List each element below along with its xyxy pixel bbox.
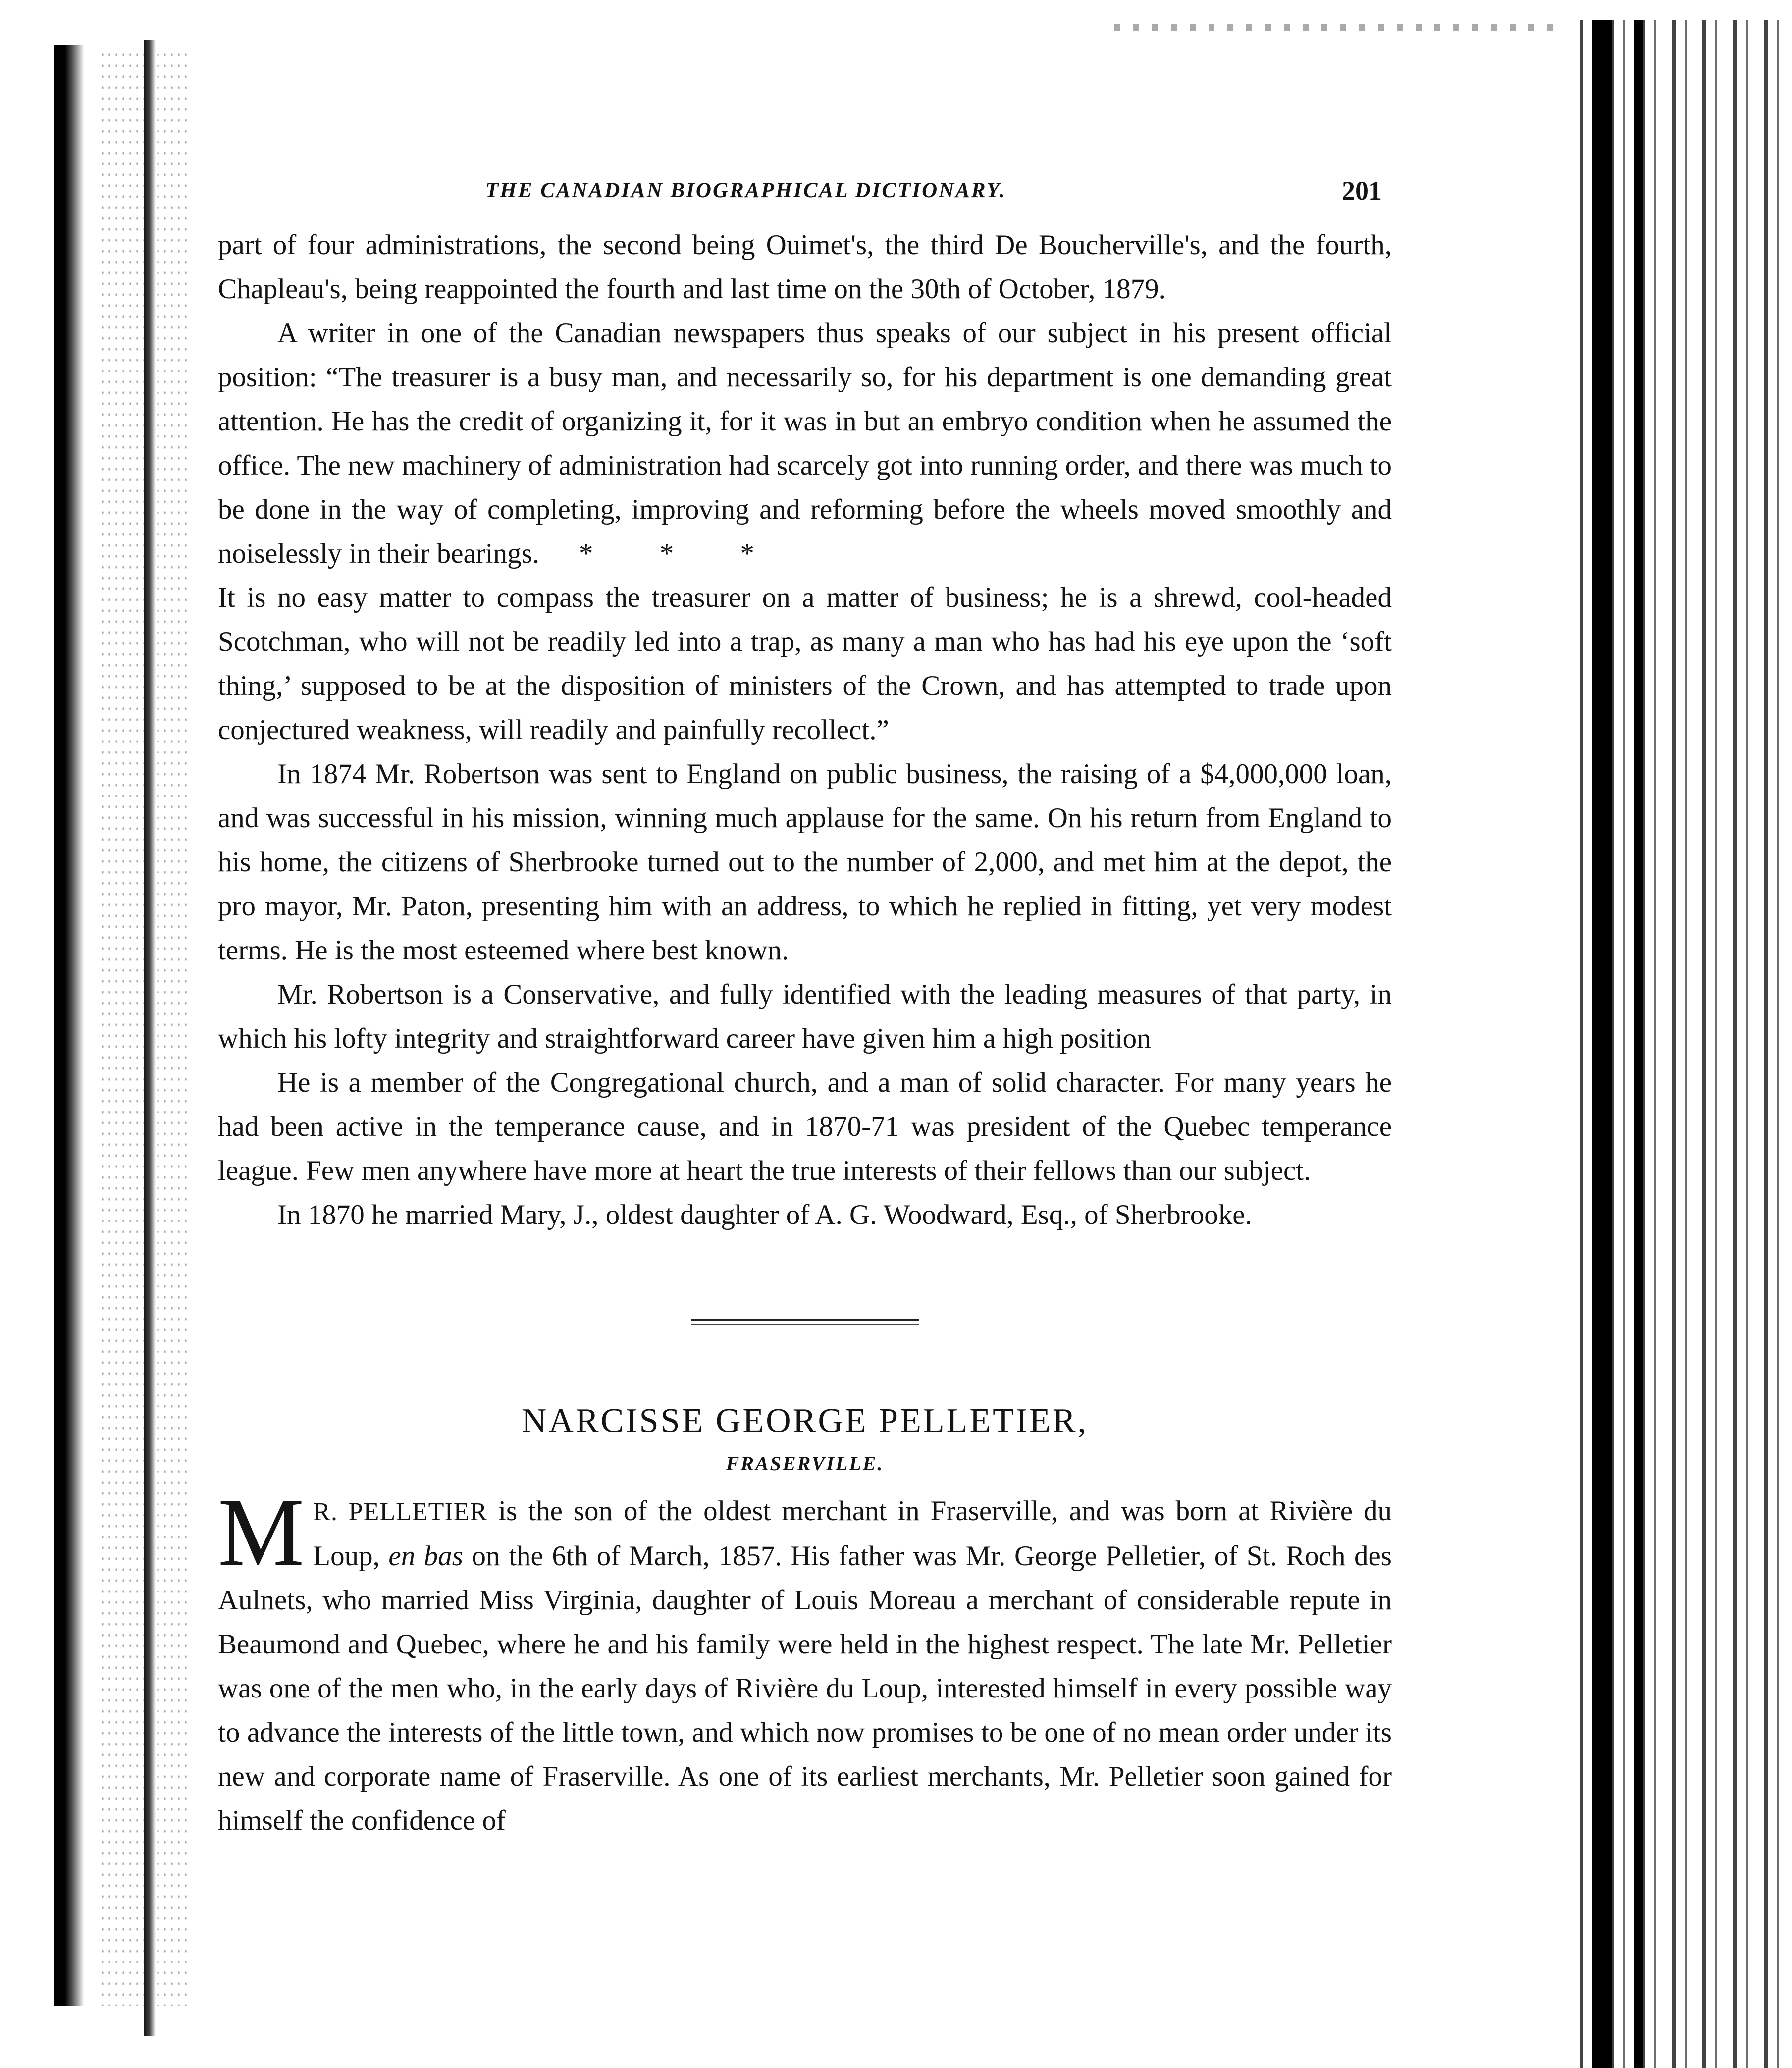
section-divider-thin <box>691 1324 919 1325</box>
running-title: THE CANADIAN BIOGRAPHICAL DICTIONARY. <box>485 179 1006 202</box>
paragraph-newspaper-quote <box>218 311 1392 576</box>
page-number: 201 <box>1342 176 1382 206</box>
paragraph-newspaper-quote-text: A writer in one of the Canadian newspapers thus speaks of our subject in his present official position: “The treasurer is a busy man, and necessarily so, for his department is one demanding great attention. He has the credit of organizing it, for it was in but an embryo condition when he assumed the office. The new machinery of administration had scarcely got into running order, and there was much to be done in the way of completing, improving and reforming before the wheels moved smoothly and noiselessly in their bearings. <box>218 318 1392 569</box>
entry-name-heading: NARCISSE GEORGE PELLETIER, <box>521 1402 1089 1440</box>
intro-text-rest: on the 6th of March, 1857. His father was Mr. George Pelletier, of St. Roch des Aulnets, who married Miss Virginia, daughter of Louis Moreau a merchant of considerable repute in Beaumond and Quebec, where he and his family were held in the highest respect. The late Mr. Pelletier was one of the men who, in the early days of Rivière du Loup, interested himself in every possible way to advance the interests of the little town, and which now promises to be one of no mean order under its new and corporate name of Fraserville. As one of its earliest merchants, Mr. Pelletier soon gained for himself the confidence of <box>218 1540 1392 1836</box>
book-page <box>218 168 1392 1843</box>
paragraph-congregational: He is a member of the Congregational church, and a man of solid character. For many years he had been active in the temperance cause, and in 1870-71 was president of the Quebec temperance league. Few men anywhere have more at heart the true interests of their fellows than our subject. <box>218 1067 1392 1186</box>
scan-gutter-shadow <box>144 40 156 2036</box>
running-head <box>218 168 1392 223</box>
paragraph-administrations: part of four administrations, the second being Ouimet's, the third De Boucherville's, and the fourth, Chapleau's, being reappointed the fourth and last time on the 30th of October, 1879. <box>218 229 1392 305</box>
paragraph-treasurer: It is no easy matter to compass the treasurer on a matter of business; he is a shrewd, cool-headed Scotchman, who will not be readily led into a trap, as many a man who has had his eye upon the ‘soft thing,’ supposed to be at the disposition of ministers of the Crown, and has attempted to trade upon conjectured weakness, will readily and painfully recollect.” <box>218 582 1392 745</box>
ellipsis-asterisks: * * * <box>579 538 785 569</box>
intro-text: is the son of the oldest merchant in Fraserville, and was born at Rivière du Loup, <box>313 1495 1392 1572</box>
paragraph-england-loan: In 1874 Mr. Robertson was sent to England on public business, the raising of a $4,000,000 loan, and was successful in his mission, winning much applause for the same. On his return from England to his home, the citizens of Sherbrooke turned out to the number of 2,000, and met him at the depot, the pro mayor, Mr. Paton, presenting him with an address, to which he replied in fitting, yet very modest terms. He is the most esteemed where best known. <box>218 758 1392 966</box>
intro-italic-phrase: en bas <box>388 1540 463 1572</box>
scan-top-noise <box>1114 24 1560 31</box>
paragraph-pelletier-intro <box>218 1479 1392 1843</box>
scan-edge-right-band-2 <box>1634 20 1643 2068</box>
drop-cap-letter: M <box>218 1479 305 1586</box>
paragraph-marriage: In 1870 he married Mary, J., oldest daughter of A. G. Woodward, Esq., of Sherbrooke. <box>277 1199 1252 1230</box>
scan-edge-left <box>54 45 84 2006</box>
section-divider <box>691 1319 919 1321</box>
lead-in-name: R. PELLETIER <box>313 1498 488 1526</box>
paragraph-conservative: Mr. Robertson is a Conservative, and fully identified with the leading measures of that party, in which his lofty integrity and straightforward career have given him a high position <box>218 979 1392 1054</box>
scan-edge-right-band <box>1592 20 1612 2068</box>
entry-place-subheading: FRASERVILLE. <box>726 1452 884 1475</box>
